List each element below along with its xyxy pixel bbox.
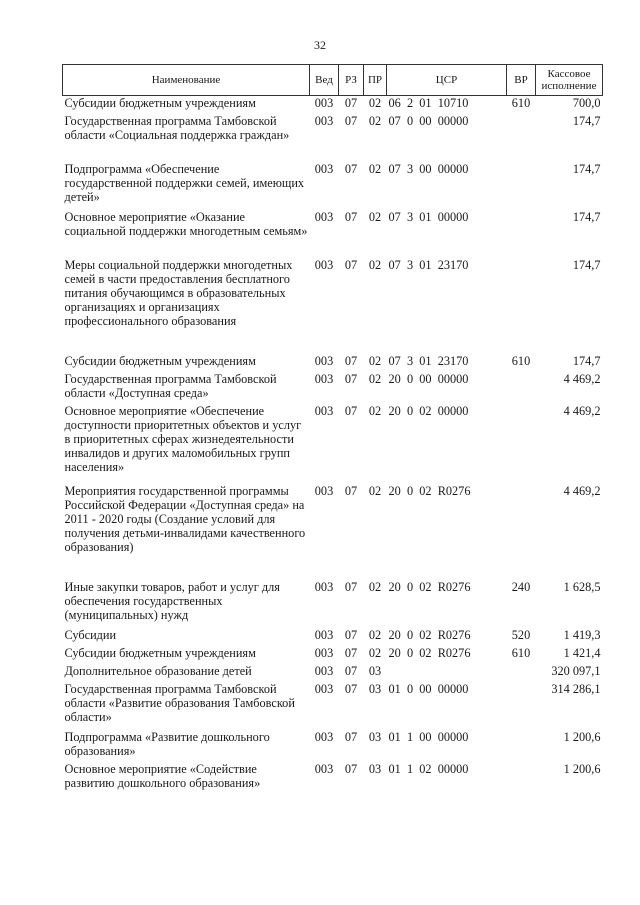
cell-sum: 174,7 [572,354,601,368]
table-row [63,404,603,484]
cell-rz: 07 [344,580,358,594]
cell-vr [507,372,536,404]
cell-name: Государственная программа Тамбовской области «Развитие образования Тамбовской области» [64,682,295,724]
table-row [63,210,603,258]
cell-sum: 314 286,1 [551,682,601,696]
cell-pr: 03 [368,730,382,744]
header-sum: Кассовое исполнение [536,65,603,96]
cell-vr: 610 [511,96,531,110]
cell-ved: 003 [314,762,334,776]
cell-ved: 003 [314,664,334,678]
cell-csr [387,664,507,682]
cell-rz: 07 [344,372,358,386]
table-row [63,646,603,664]
cell-csr: 01 0 00 00000 [388,682,469,696]
table-row [63,682,603,730]
cell-ved: 003 [314,114,334,128]
cell-csr: 20 0 02 R0276 [388,628,471,642]
cell-vr [507,730,536,762]
cell-ved: 003 [314,372,334,386]
cell-rz: 07 [344,730,358,744]
cell-vr [507,258,536,354]
cell-csr: 07 3 01 00000 [388,210,469,224]
cell-csr: 20 0 02 00000 [388,404,469,418]
cell-vr: 240 [511,580,531,594]
cell-sum: 1 200,6 [563,730,601,744]
cell-name: Субсидии [64,628,117,642]
cell-vr [507,682,536,730]
cell-csr: 20 0 02 R0276 [388,646,471,660]
header-ved: Вед [310,65,339,96]
header-rz: РЗ [339,65,364,96]
cell-rz: 07 [344,258,358,272]
cell-pr: 03 [368,664,382,678]
cell-name: Подпрограмма «Развитие дошкольного образования» [64,730,270,758]
table-header-row [63,65,603,96]
cell-rz: 07 [344,162,358,176]
cell-vr: 610 [511,354,531,368]
cell-rz: 07 [344,354,358,368]
cell-name: Мероприятия государственной программы Российской Федерации «Доступная среда» на 2011 - 2020 годы (Создание условий для получения детьми-инвалидами качественного образования) [64,484,306,554]
cell-ved: 003 [314,162,334,176]
cell-sum: 174,7 [572,162,601,176]
cell-csr: 01 1 00 00000 [388,730,469,744]
cell-pr: 02 [368,580,382,594]
table-row [63,730,603,762]
cell-pr: 02 [368,646,382,660]
page-number: 32 [314,38,326,52]
cell-rz: 07 [344,646,358,660]
table-row [63,484,603,580]
cell-pr: 02 [368,484,382,498]
cell-sum: 320 097,1 [551,664,601,678]
cell-pr: 02 [368,404,382,418]
table-row [63,258,603,354]
cell-csr: 01 1 02 00000 [388,762,469,776]
header-pr: ПР [364,65,387,96]
cell-pr: 02 [368,162,382,176]
cell-csr: 07 3 01 23170 [388,354,469,368]
cell-name: Иные закупки товаров, работ и услуг для обеспечения государственных (муниципальных) нужд [64,580,280,622]
cell-pr: 02 [368,114,382,128]
cell-csr: 20 0 02 R0276 [388,484,471,498]
cell-sum: 1 200,6 [563,762,601,776]
cell-csr: 06 2 01 10710 [388,96,469,110]
cell-pr: 02 [368,372,382,386]
cell-name: Меры социальной поддержки многодетных семей в части предоставления бесплатного питания обучающимся в образовательных организациях и организациях профессионального образования [64,258,293,328]
cell-sum: 700,0 [572,96,601,110]
cell-vr [507,210,536,258]
header-vr: ВР [507,65,536,96]
cell-pr: 03 [368,682,382,696]
cell-csr: 20 0 00 00000 [388,372,469,386]
cell-sum: 174,7 [572,258,601,272]
cell-sum: 4 469,2 [563,372,601,386]
cell-sum: 1 628,5 [563,580,601,594]
cell-name: Основное мероприятие «Содействие развитию дошкольного образования» [64,762,261,790]
header-csr: ЦСР [387,65,507,96]
cell-vr [507,404,536,484]
cell-ved: 003 [314,354,334,368]
table-body [63,96,603,795]
cell-sum: 4 469,2 [563,404,601,418]
cell-pr: 02 [368,354,382,368]
cell-ved: 003 [314,628,334,642]
table-row [63,114,603,162]
cell-vr: 610 [511,646,531,660]
cell-ved: 003 [314,682,334,696]
cell-ved: 003 [314,404,334,418]
table-row [63,96,603,115]
cell-ved: 003 [314,646,334,660]
cell-rz: 07 [344,664,358,678]
cell-csr: 07 0 00 00000 [388,114,469,128]
cell-pr: 02 [368,628,382,642]
cell-sum: 1 419,3 [563,628,601,642]
table-row [63,664,603,682]
cell-name: Субсидии бюджетным учреждениям [64,354,256,368]
cell-rz: 07 [344,484,358,498]
cell-pr: 03 [368,762,382,776]
cell-csr: 20 0 02 R0276 [388,580,471,594]
cell-sum: 1 421,4 [563,646,601,660]
cell-rz: 07 [344,404,358,418]
table-row [63,354,603,372]
cell-vr [507,484,536,580]
header-name: Наименование [63,65,310,96]
cell-csr: 07 3 01 23170 [388,258,469,272]
table-row [63,580,603,628]
cell-name: Субсидии бюджетным учреждениям [64,646,256,660]
cell-vr [507,114,536,162]
cell-name: Основное мероприятие «Обеспечение доступности приоритетных объектов и услуг в приоритетных сферах жизнедеятельности инвалидов и других маломобильных групп населения» [64,404,302,474]
cell-ved: 003 [314,484,334,498]
cell-ved: 003 [314,210,334,224]
cell-name: Основное мероприятие «Оказание социальной поддержки многодетным семьям» [64,210,308,238]
cell-sum: 174,7 [572,114,601,128]
table-row [63,372,603,404]
budget-execution-table [62,64,603,794]
cell-sum: 174,7 [572,210,601,224]
cell-csr: 07 3 00 00000 [388,162,469,176]
table-row [63,762,603,794]
cell-rz: 07 [344,96,358,110]
cell-ved: 003 [314,258,334,272]
cell-rz: 07 [344,762,358,776]
cell-name: Подпрограмма «Обеспечение государственной поддержки семей, имеющих детей» [64,162,305,204]
cell-pr: 02 [368,258,382,272]
cell-rz: 07 [344,114,358,128]
cell-ved: 003 [314,730,334,744]
cell-pr: 02 [368,96,382,110]
cell-name: Дополнительное образование детей [64,664,252,678]
table-row [63,162,603,210]
cell-name: Государственная программа Тамбовской области «Социальная поддержка граждан» [64,114,290,142]
cell-rz: 07 [344,210,358,224]
cell-rz: 07 [344,628,358,642]
cell-vr [507,762,536,794]
cell-name: Субсидии бюджетным учреждениям [64,96,256,110]
table-row [63,628,603,646]
cell-name: Государственная программа Тамбовской области «Доступная среда» [64,372,277,400]
cell-vr [507,664,536,682]
cell-ved: 003 [314,96,334,110]
cell-pr: 02 [368,210,382,224]
cell-sum: 4 469,2 [563,484,601,498]
cell-vr: 520 [511,628,531,642]
cell-vr [507,162,536,210]
cell-rz: 07 [344,682,358,696]
cell-ved: 003 [314,580,334,594]
